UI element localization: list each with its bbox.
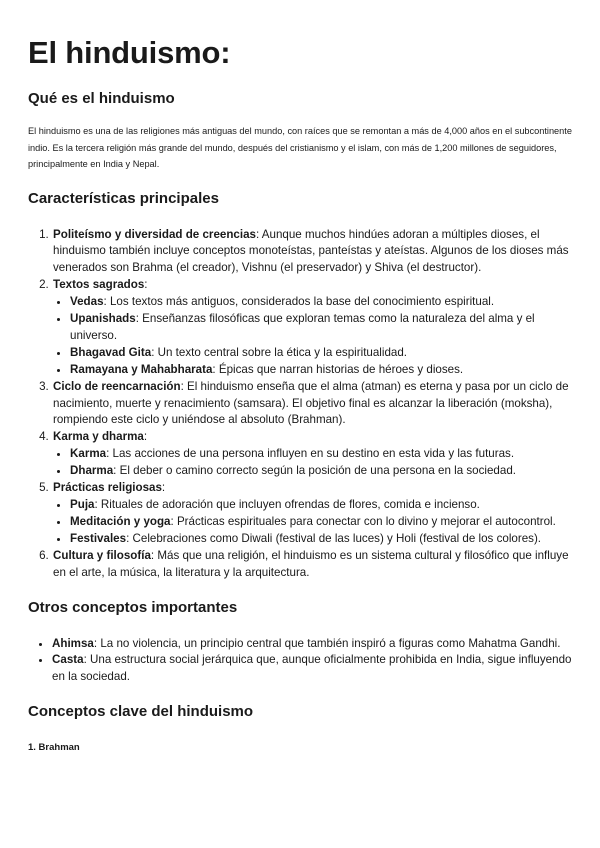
item-text: : Los textos más antiguos, considerados la base del conocimiento espiritual. [103, 295, 495, 309]
sub-list [53, 446, 572, 480]
item-text: : [144, 278, 148, 292]
item-term: Cultura y filosofía [53, 548, 151, 562]
list-item [52, 636, 572, 653]
key-concept-brahman: 1. Brahman [28, 742, 80, 754]
list-item [52, 429, 572, 480]
sub-list-item [70, 345, 572, 362]
sub-list [53, 497, 572, 548]
item-term: Vedas [70, 295, 104, 309]
item-term: Textos sagrados [53, 278, 145, 292]
item-text: : Enseñanzas filosóficas que exploran temas como la naturaleza del alma y el universo. [70, 312, 535, 342]
item-text: : Aunque muchos hindúes adoran a múltiples dioses, el hinduismo también incluye conceptos monoteístas, panteístas y ateístas. Algunos de los dioses más venerados son Brahma (el creador), Vishnu (el preservador) y Shiva (el destructor). [53, 227, 569, 275]
item-text: : El deber o camino correcto según la posición de una persona en la sociedad. [113, 464, 516, 478]
item-term: Puja [70, 498, 95, 511]
characteristics-list [28, 227, 572, 582]
characteristics-heading: Características principales [28, 189, 219, 207]
sub-list [53, 294, 572, 379]
other-concepts-heading: Otros conceptos importantes [28, 598, 238, 616]
page-title: El hinduismo: [28, 35, 231, 70]
sub-list-item [70, 497, 572, 514]
item-term: Casta [52, 653, 84, 667]
sub-list-item [70, 294, 572, 311]
item-text: : Épicas que narran historias de héroes y dioses. [212, 362, 464, 376]
item-text: : [143, 430, 148, 444]
item-term: Politeísmo y diversidad de creencias [53, 227, 256, 241]
item-text: : El hinduismo enseña que el alma (atman) es eterna y pasa por un ciclo de nacimiento, muerte y renacimiento (samsara). El objetivo final es alcanzar la liberación (moksha), rompiendo este ciclo y uniéndose al absoluto (Brahman). [53, 379, 569, 427]
item-term: Ciclo de reencarnación [53, 379, 181, 393]
intro-paragraph: El hinduismo es una de las religiones más antiguas del mundo, con raíces que se remontan a más de 4,000 años en el subcontinente indio. Es la tercera religión más grande del mundo, después del cristianismo y el islam, con más de 1,200 millones de seguidores, principalmente en India y Nepal. [28, 126, 572, 169]
item-term: Karma y dharma [53, 430, 144, 444]
item-text: : Celebraciones como Diwali (festival de las luces) y Holi (festival de los colores). [126, 531, 542, 545]
sub-list-item [70, 463, 572, 480]
sub-list-item [70, 514, 572, 531]
item-term: Upanishads [70, 312, 136, 326]
key-concepts-heading: Conceptos clave del hinduismo [28, 703, 254, 721]
intro-heading: Qué es el hinduismo [28, 90, 175, 107]
item-text: : Rituales de adoración que incluyen ofrendas de flores, comida e incienso. [94, 498, 480, 511]
item-text: : Más que una religión, el hinduismo es un sistema cultural y filosófico que influye en el arte, la música, la literatura y la arquitectura. [53, 548, 569, 579]
list-item [52, 277, 572, 378]
item-text: : [161, 481, 166, 495]
list-item [52, 379, 572, 430]
item-term: Dharma [70, 464, 114, 478]
other-concepts-list [28, 636, 572, 687]
item-text: : Un texto central sobre la ética y la espiritualidad. [151, 345, 408, 359]
sub-list-item [70, 531, 572, 548]
list-item [52, 227, 572, 278]
item-term: Ahimsa [52, 636, 94, 650]
item-term: Prácticas religiosas [53, 481, 162, 495]
item-term: Karma [70, 447, 107, 461]
item-text: : Prácticas espirituales para conectar con lo divino y mejorar el autocontrol. [170, 514, 556, 528]
sub-list-item [70, 446, 572, 463]
item-text: : Las acciones de una persona influyen en su destino en esta vida y las futuras. [106, 447, 515, 461]
sub-list-item [70, 311, 572, 345]
list-item [52, 652, 572, 686]
list-item [52, 480, 572, 548]
item-term: Meditación y yoga [70, 514, 171, 528]
list-item [52, 548, 572, 582]
item-term: Festivales [70, 531, 127, 545]
item-term: Bhagavad Gita [70, 345, 152, 359]
item-text: : La no violencia, un principio central que también inspiró a figuras como Mahatma Gandhi. [93, 636, 561, 650]
item-term: Ramayana y Mahabharata [70, 362, 213, 376]
sub-list-item [70, 362, 572, 379]
item-text: : Una estructura social jerárquica que, aunque oficialmente prohibida en India, sigue influyendo en la sociedad. [52, 653, 572, 684]
